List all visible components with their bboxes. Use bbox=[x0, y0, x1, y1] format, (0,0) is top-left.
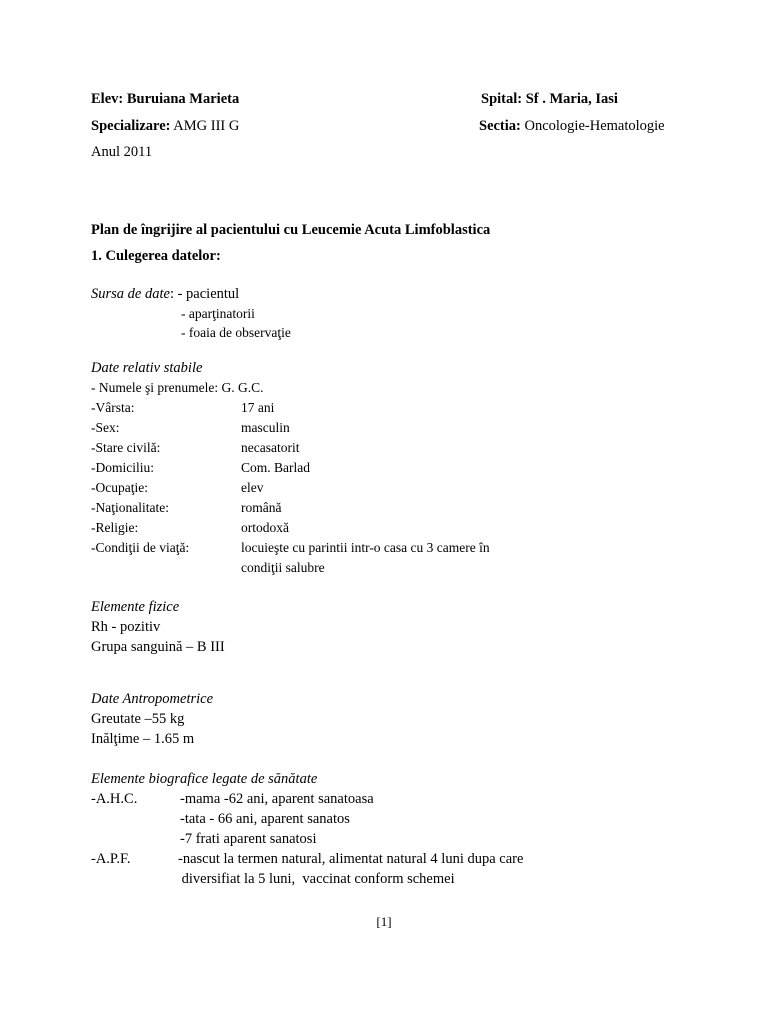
row-label: -Naţionalitate: bbox=[91, 500, 169, 515]
ahc-line: -tata - 66 ani, aparent sanatos bbox=[180, 811, 350, 827]
stable-title: Date relativ stabile bbox=[91, 360, 203, 376]
row-label: -Religie: bbox=[91, 520, 139, 535]
apf-line: diversifiat la 5 luni, vaccinat conform schemei bbox=[178, 871, 455, 887]
row-label: -Condiţii de viaţă: bbox=[91, 540, 190, 555]
height-line: Inălţime – 1.65 m bbox=[91, 731, 195, 747]
blood-group-line: Grupa sanguină – B III bbox=[91, 639, 225, 655]
apf-line: -nascut la termen natural, alimentat natural 4 luni dupa care bbox=[178, 851, 524, 867]
row-label: -Vârsta: bbox=[91, 400, 135, 415]
row-label: -Sex: bbox=[91, 420, 120, 435]
page-number: [1] bbox=[376, 914, 392, 929]
specialization-value: AMG III G bbox=[173, 118, 240, 134]
student-line bbox=[91, 90, 239, 108]
section1-title: 1. Culegerea datelor: bbox=[91, 248, 221, 264]
row-value: locuieşte cu parintii intr-o casa cu 3 camere în bbox=[241, 540, 490, 555]
name-line: - Numele şi prenumele: G. G.C. bbox=[91, 380, 264, 395]
row-label: -Ocupaţie: bbox=[91, 480, 148, 495]
row-value: română bbox=[241, 500, 282, 515]
hospital-label: Spital: bbox=[481, 91, 523, 107]
rh-line: Rh - pozitiv bbox=[91, 619, 161, 635]
specialization-line bbox=[91, 117, 239, 135]
row-value: masculin bbox=[241, 420, 290, 435]
row-value: necasatorit bbox=[241, 440, 300, 455]
ahc-line: -mama -62 ani, aparent sanatoasa bbox=[180, 791, 374, 807]
row-value: Com. Barlad bbox=[241, 460, 310, 475]
sources-label: Sursa de date bbox=[91, 286, 170, 302]
specialization-label: Specializare: bbox=[91, 118, 171, 134]
year: Anul 2011 bbox=[91, 144, 153, 160]
weight-line: Greutate –55 kg bbox=[91, 711, 185, 727]
row-label: -Stare civilă: bbox=[91, 440, 161, 455]
source-item: - pacientul bbox=[177, 286, 240, 302]
student-label: Elev: bbox=[91, 91, 124, 107]
bio-title: Elemente biografice legate de sănătate bbox=[91, 771, 318, 787]
hospital-line bbox=[481, 90, 618, 108]
section-line bbox=[479, 117, 665, 135]
anthro-title: Date Antropometrice bbox=[91, 691, 214, 707]
hospital-name: Sf . Maria, Iasi bbox=[525, 91, 618, 107]
ahc-label: -A.H.C. bbox=[91, 791, 138, 807]
source-item: - aparţinatorii bbox=[181, 306, 255, 321]
source-item: - foaia de observaţie bbox=[181, 325, 291, 340]
row-value-continued: condiţii salubre bbox=[241, 560, 325, 575]
sources-line: Sursa de date: - pacientul bbox=[91, 286, 240, 302]
row-value: 17 ani bbox=[241, 400, 275, 415]
physical-title: Elemente fizice bbox=[91, 599, 180, 615]
row-label: -Domiciliu: bbox=[91, 460, 154, 475]
section-label: Sectia: bbox=[479, 118, 521, 134]
plan-title: Plan de îngrijire al pacientului cu Leucemie Acuta Limfoblastica bbox=[91, 222, 491, 238]
apf-label: -A.P.F. bbox=[91, 851, 131, 867]
row-value: elev bbox=[241, 480, 264, 495]
student-name: Buruiana Marieta bbox=[126, 91, 240, 107]
section-value: Oncologie-Hematologie bbox=[524, 118, 665, 134]
ahc-line: -7 frati aparent sanatosi bbox=[180, 831, 317, 847]
row-value: ortodoxă bbox=[241, 520, 289, 535]
